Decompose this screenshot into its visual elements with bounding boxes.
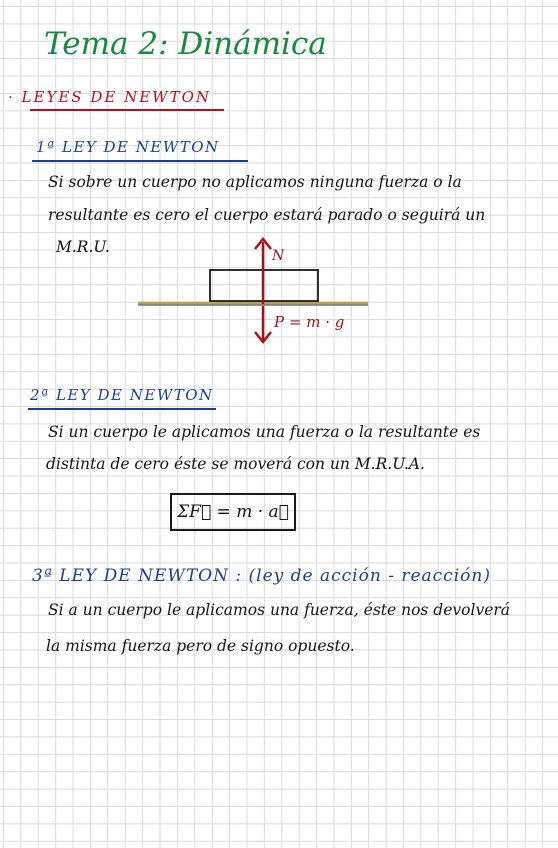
law1-text-line-2: resultante es cero el cuerpo estará parado o seguirá un [48, 206, 486, 224]
law2-underline [28, 408, 216, 410]
law1-text-line-3: M.R.U. [56, 238, 110, 256]
formula: ΣF⃗ = m · a⃗ [177, 502, 289, 522]
force-diagram [136, 232, 376, 348]
law1-underline [32, 160, 248, 162]
law3-heading: 3ª LEY DE NEWTON : (ley de acción - reacción) [32, 566, 491, 586]
page-title: Tema 2: Dinámica [44, 26, 327, 62]
law2-heading: 2ª LEY DE NEWTON [30, 386, 214, 404]
law3-text-line-2: la misma fuerza pero de signo opuesto. [46, 637, 355, 655]
law1-heading: 1ª LEY DE NEWTON [36, 138, 220, 156]
formula-box [170, 493, 296, 531]
law2-text-line-1: Si un cuerpo le aplicamos una fuerza o la resultante es [48, 423, 481, 441]
section-heading: · LEYES DE NEWTON [8, 88, 212, 106]
normal-force-label: N [272, 248, 285, 264]
law3-text-line-1: Si a un cuerpo le aplicamos una fuerza, éste nos devolverá [48, 601, 511, 619]
weight-force-label: P = m · g [274, 313, 345, 331]
law1-text-line-1: Si sobre un cuerpo no aplicamos ninguna fuerza o la [48, 173, 462, 191]
section-underline [30, 109, 224, 111]
law2-text-line-2: distinta de cero éste se moverá con un M.R.U.A. [46, 455, 425, 473]
